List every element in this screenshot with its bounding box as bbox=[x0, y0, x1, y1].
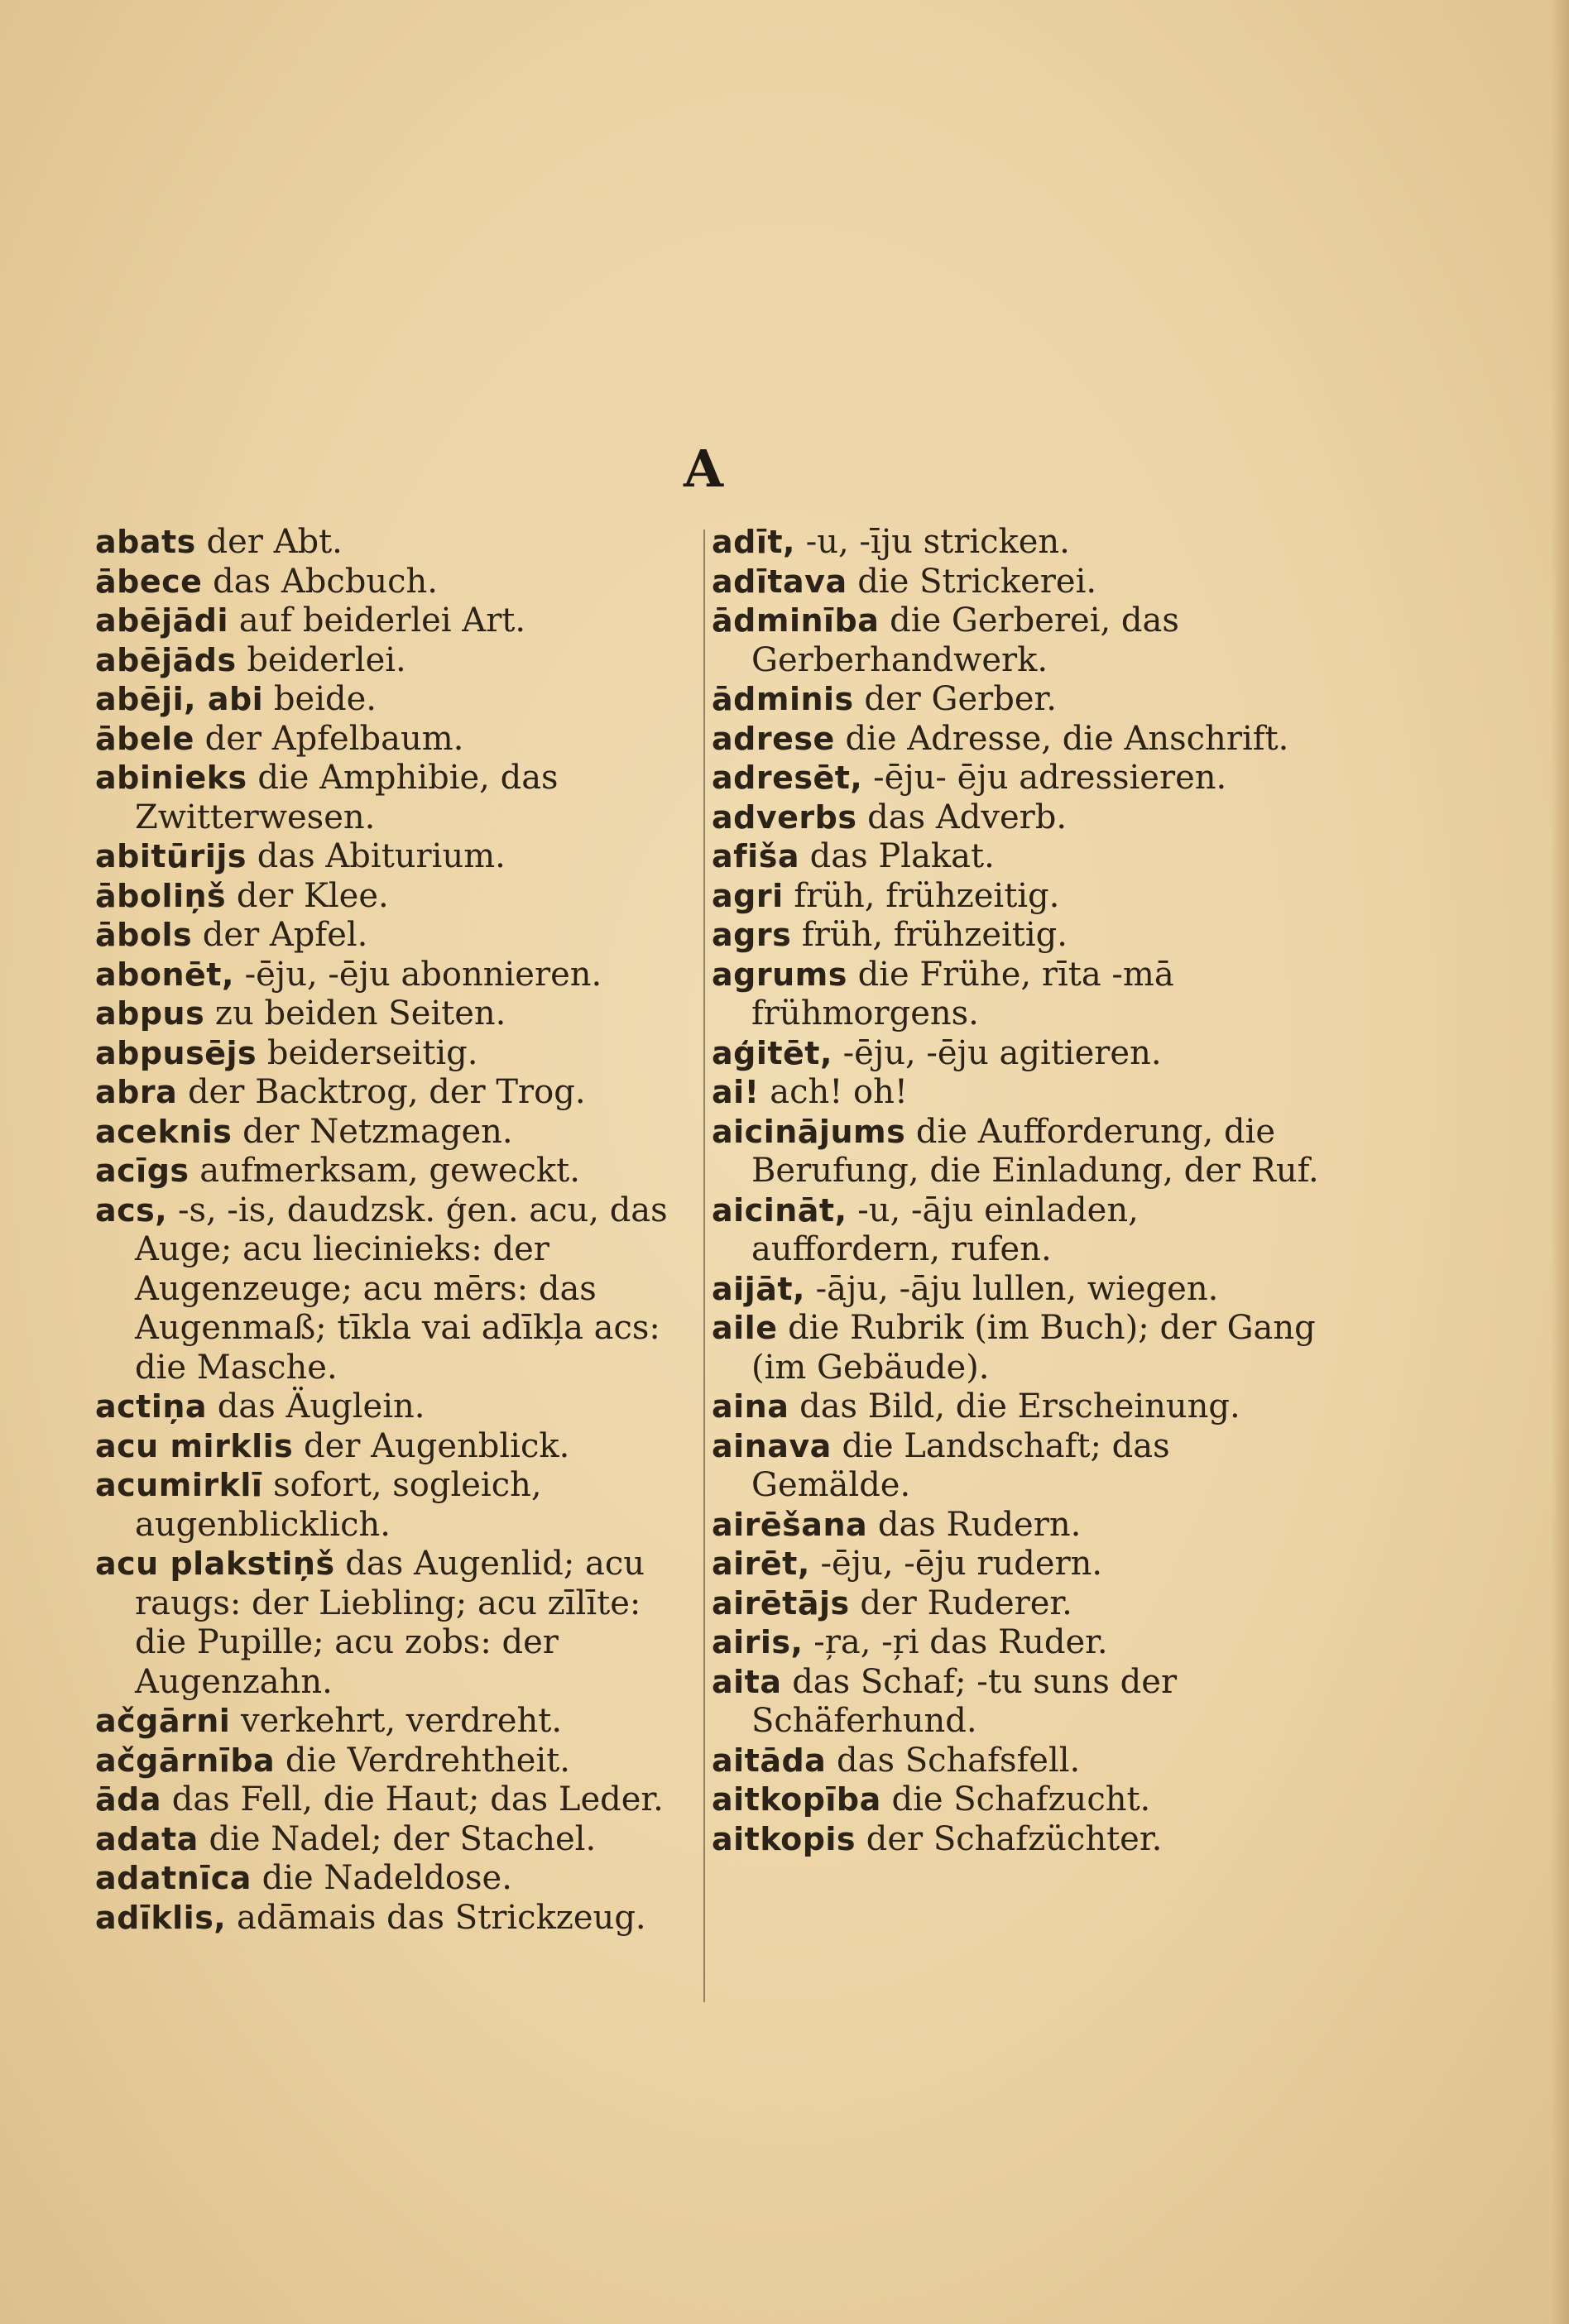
gloss: verkehrt, verdreht. bbox=[230, 1702, 563, 1740]
gloss: -ŗa, -ŗi das Ruder. bbox=[803, 1623, 1108, 1661]
dictionary-entry bbox=[712, 916, 1324, 956]
headword: abpus bbox=[95, 995, 205, 1032]
dictionary-entry bbox=[712, 1309, 1324, 1387]
page-edge-shadow bbox=[1551, 0, 1569, 2324]
gloss: die Rubrik (im Buch); der Gang (im Gebäude). bbox=[751, 1309, 1316, 1387]
dictionary-entry bbox=[712, 680, 1324, 720]
dictionary-entry bbox=[95, 1780, 699, 1820]
dictionary-entry bbox=[95, 680, 699, 720]
headword: acīgs bbox=[95, 1152, 190, 1189]
dictionary-entry bbox=[95, 1191, 699, 1388]
headword: afiša bbox=[712, 838, 799, 874]
dictionary-entry bbox=[95, 1073, 699, 1113]
dictionary-entry bbox=[95, 601, 699, 641]
gloss: beide. bbox=[263, 680, 377, 718]
gloss: der Apfelbaum. bbox=[194, 719, 464, 758]
headword: ainava bbox=[712, 1427, 832, 1464]
dictionary-entry bbox=[712, 1034, 1324, 1074]
headword: adīklis, bbox=[95, 1899, 227, 1936]
gloss: das Äuglein. bbox=[207, 1387, 425, 1426]
dictionary-entry bbox=[95, 641, 699, 681]
headword: aitkopība bbox=[712, 1781, 881, 1818]
dictionary-entry bbox=[712, 523, 1324, 563]
headword: adata bbox=[95, 1820, 199, 1857]
headword: abpusējs bbox=[95, 1034, 257, 1071]
headword: ačgārni bbox=[95, 1703, 231, 1739]
headword: abra bbox=[95, 1074, 178, 1110]
dictionary-entry bbox=[712, 1742, 1324, 1781]
gloss: die Aufforderung, die Berufung, die Einladung, der Ruf. bbox=[751, 1112, 1319, 1190]
gloss: die Strickerei. bbox=[847, 562, 1097, 601]
right-column bbox=[712, 523, 1324, 1859]
headword: āda bbox=[95, 1781, 161, 1818]
gloss: das Rudern. bbox=[867, 1505, 1082, 1544]
headword: aicinājums bbox=[712, 1113, 906, 1150]
gloss: -u, -īju stricken. bbox=[794, 523, 1070, 561]
dictionary-entry bbox=[712, 877, 1324, 917]
gloss: der Augenblick. bbox=[293, 1426, 570, 1465]
gloss: das Abiturium. bbox=[247, 837, 506, 875]
headword: ābece bbox=[95, 563, 203, 600]
headword: acu mirklis bbox=[95, 1427, 294, 1464]
headword: ačgārnība bbox=[95, 1742, 276, 1779]
gloss: das Schaf; -tu suns der Schäferhund. bbox=[751, 1662, 1178, 1740]
headword: ai! bbox=[712, 1074, 760, 1110]
gloss: das Bild, die Erscheinung. bbox=[789, 1387, 1240, 1426]
left-column bbox=[95, 523, 699, 1938]
dictionary-entry bbox=[95, 1466, 699, 1545]
headword: abitūrijs bbox=[95, 838, 247, 874]
dictionary-entry bbox=[95, 1113, 699, 1152]
gloss: die Schafzucht. bbox=[880, 1780, 1151, 1818]
dictionary-entry bbox=[712, 1663, 1324, 1742]
dictionary-entry bbox=[95, 1859, 699, 1899]
dictionary-entry bbox=[712, 1270, 1324, 1310]
dictionary-entry bbox=[95, 956, 699, 995]
dictionary-entry bbox=[712, 1780, 1324, 1820]
gloss: das Schafsfell. bbox=[826, 1741, 1081, 1780]
headword: aicināt, bbox=[712, 1191, 847, 1229]
headword: agri bbox=[712, 877, 784, 914]
dictionary-entry bbox=[95, 1034, 699, 1074]
dictionary-entry bbox=[712, 601, 1324, 680]
gloss: -s, -is, daudzsk. ģen. acu, das Auge; acu liecinieks: der Augenzeuge; acu mērs: das Augenmaß; tīkla vai adīkļa acs: die Masche. bbox=[135, 1191, 668, 1387]
gloss: die Nadel; der Stachel. bbox=[198, 1819, 597, 1858]
headword: adatnīca bbox=[95, 1860, 252, 1896]
dictionary-entry bbox=[712, 1506, 1324, 1545]
headword: abonēt, bbox=[95, 956, 234, 993]
gloss: beiderseitig. bbox=[257, 1033, 478, 1072]
headword: acs, bbox=[95, 1191, 168, 1229]
dictionary-entry bbox=[95, 1545, 699, 1702]
gloss: der Netzmagen. bbox=[232, 1112, 513, 1151]
dictionary-entry bbox=[712, 759, 1324, 798]
headword: abats bbox=[95, 524, 196, 560]
gloss: das Plakat. bbox=[799, 837, 995, 875]
dictionary-entry bbox=[712, 563, 1324, 602]
dictionary-entry bbox=[95, 1820, 699, 1860]
gloss: der Apfel. bbox=[192, 916, 368, 954]
dictionary-entry bbox=[712, 1427, 1324, 1506]
gloss: -ēju, -ēju agitieren. bbox=[832, 1033, 1162, 1072]
gloss: der Ruderer. bbox=[849, 1584, 1072, 1622]
headword: ābele bbox=[95, 720, 194, 757]
gloss: das Augenlid; acu raugs: der Liebling; acu zīlīte: die Pupille; acu zobs: der Augenzahn. bbox=[135, 1545, 645, 1701]
dictionary-entry bbox=[95, 523, 699, 563]
gloss: das Adverb. bbox=[856, 798, 1068, 836]
dictionary-entry bbox=[712, 1191, 1324, 1270]
dictionary-entry bbox=[95, 877, 699, 917]
headword: agrums bbox=[712, 956, 847, 993]
gloss: die Amphibie, das Zwitterwesen. bbox=[135, 759, 559, 836]
headword: ādminis bbox=[712, 681, 854, 717]
dictionary-entry bbox=[95, 759, 699, 837]
headword: ādminība bbox=[712, 602, 880, 639]
headword: airis, bbox=[712, 1624, 804, 1660]
gloss: der Klee. bbox=[226, 876, 389, 915]
gloss: die Verdrehtheit. bbox=[275, 1741, 570, 1780]
gloss: aufmerksam, geweckt. bbox=[189, 1152, 580, 1190]
gloss: sofort, sogleich, augenblicklich. bbox=[135, 1466, 542, 1544]
dictionary-entry bbox=[712, 837, 1324, 877]
headword: aita bbox=[712, 1663, 782, 1700]
gloss: der Backtrog, der Trog. bbox=[177, 1073, 586, 1111]
dictionary-entry bbox=[712, 1584, 1324, 1624]
gloss: der Schafzüchter. bbox=[856, 1819, 1163, 1858]
dictionary-entry bbox=[95, 563, 699, 602]
headword: airēt, bbox=[712, 1545, 810, 1582]
dictionary-entry bbox=[95, 1742, 699, 1781]
gloss: die Adresse, die Anschrift. bbox=[834, 719, 1289, 758]
gloss: auf beiderlei Art. bbox=[228, 601, 526, 640]
headword: abējādi bbox=[95, 602, 229, 639]
headword: airētājs bbox=[712, 1584, 850, 1622]
gloss: die Nadeldose. bbox=[251, 1859, 512, 1897]
dictionary-entry bbox=[712, 956, 1324, 1034]
gloss: beiderlei. bbox=[236, 640, 406, 679]
headword: aijāt, bbox=[712, 1270, 805, 1307]
headword: adīt, bbox=[712, 524, 795, 560]
dictionary-entry bbox=[95, 916, 699, 956]
headword: acumirklī bbox=[95, 1467, 263, 1503]
headword: aile bbox=[712, 1310, 778, 1346]
dictionary-entry bbox=[712, 1623, 1324, 1663]
headword: agrs bbox=[712, 917, 792, 953]
headword: abējāds bbox=[95, 641, 237, 678]
dictionary-entry bbox=[712, 1113, 1324, 1191]
dictionary-entry bbox=[95, 720, 699, 759]
gloss: zu beiden Seiten. bbox=[204, 994, 506, 1033]
dictionary-entry bbox=[712, 798, 1324, 838]
gloss: die Gerberei, das Gerberhandwerk. bbox=[751, 601, 1179, 679]
headword: airēšana bbox=[712, 1506, 868, 1543]
headword: actiņa bbox=[95, 1388, 208, 1425]
gloss: ach! oh! bbox=[759, 1073, 908, 1111]
dictionary-entry bbox=[712, 1820, 1324, 1860]
gloss: -ēju, -ēju abonnieren. bbox=[233, 955, 602, 994]
gloss: -ēju, -ēju rudern. bbox=[809, 1545, 1103, 1583]
headword: aģitēt, bbox=[712, 1034, 832, 1071]
headword: adrese bbox=[712, 720, 835, 757]
gloss: das Abcbuch. bbox=[202, 562, 438, 601]
dictionary-entry bbox=[712, 1073, 1324, 1113]
headword: adītava bbox=[712, 563, 847, 600]
column-divider bbox=[703, 529, 705, 2002]
headword: abinieks bbox=[95, 759, 247, 796]
dictionary-entry bbox=[712, 720, 1324, 759]
dictionary-entry bbox=[95, 1387, 699, 1427]
gloss: -u, -āju einladen, auffordern, rufen. bbox=[751, 1191, 1139, 1268]
dictionary-entry bbox=[95, 1702, 699, 1742]
dictionary-entry bbox=[95, 994, 699, 1034]
gloss: -ēju- ēju adressieren. bbox=[862, 759, 1227, 797]
gloss: die Landschaft; das Gemälde. bbox=[751, 1426, 1170, 1504]
dictionary-entry bbox=[712, 1545, 1324, 1584]
gloss: die Frühe, rīta -mā frühmorgens. bbox=[751, 955, 1174, 1033]
gloss: adāmais das Strickzeug. bbox=[226, 1898, 646, 1937]
headword: aceknis bbox=[95, 1113, 233, 1150]
gloss: früh, frühzeitig. bbox=[783, 876, 1060, 915]
headword: adverbs bbox=[712, 798, 857, 836]
dictionary-entry bbox=[95, 837, 699, 877]
headword: abēji, abi bbox=[95, 681, 264, 717]
dictionary-entry bbox=[95, 1427, 699, 1467]
gloss: der Abt. bbox=[195, 523, 343, 561]
headword: aitkopis bbox=[712, 1820, 856, 1857]
headword: āboliņš bbox=[95, 877, 227, 914]
dictionary-entry bbox=[712, 1387, 1324, 1427]
headword: acu plakstiņš bbox=[95, 1545, 335, 1582]
gloss: -āju, -āju lullen, wiegen. bbox=[804, 1269, 1219, 1308]
dictionary-entry bbox=[95, 1899, 699, 1938]
section-letter: A bbox=[683, 438, 724, 499]
gloss: der Gerber. bbox=[853, 680, 1057, 718]
gloss: das Fell, die Haut; das Leder. bbox=[161, 1780, 664, 1818]
dictionary-entry bbox=[95, 1152, 699, 1191]
headword: adresēt, bbox=[712, 759, 863, 796]
headword: ābols bbox=[95, 917, 193, 953]
headword: aitāda bbox=[712, 1742, 827, 1779]
gloss: früh, frühzeitig. bbox=[791, 916, 1068, 954]
headword: aina bbox=[712, 1388, 789, 1425]
